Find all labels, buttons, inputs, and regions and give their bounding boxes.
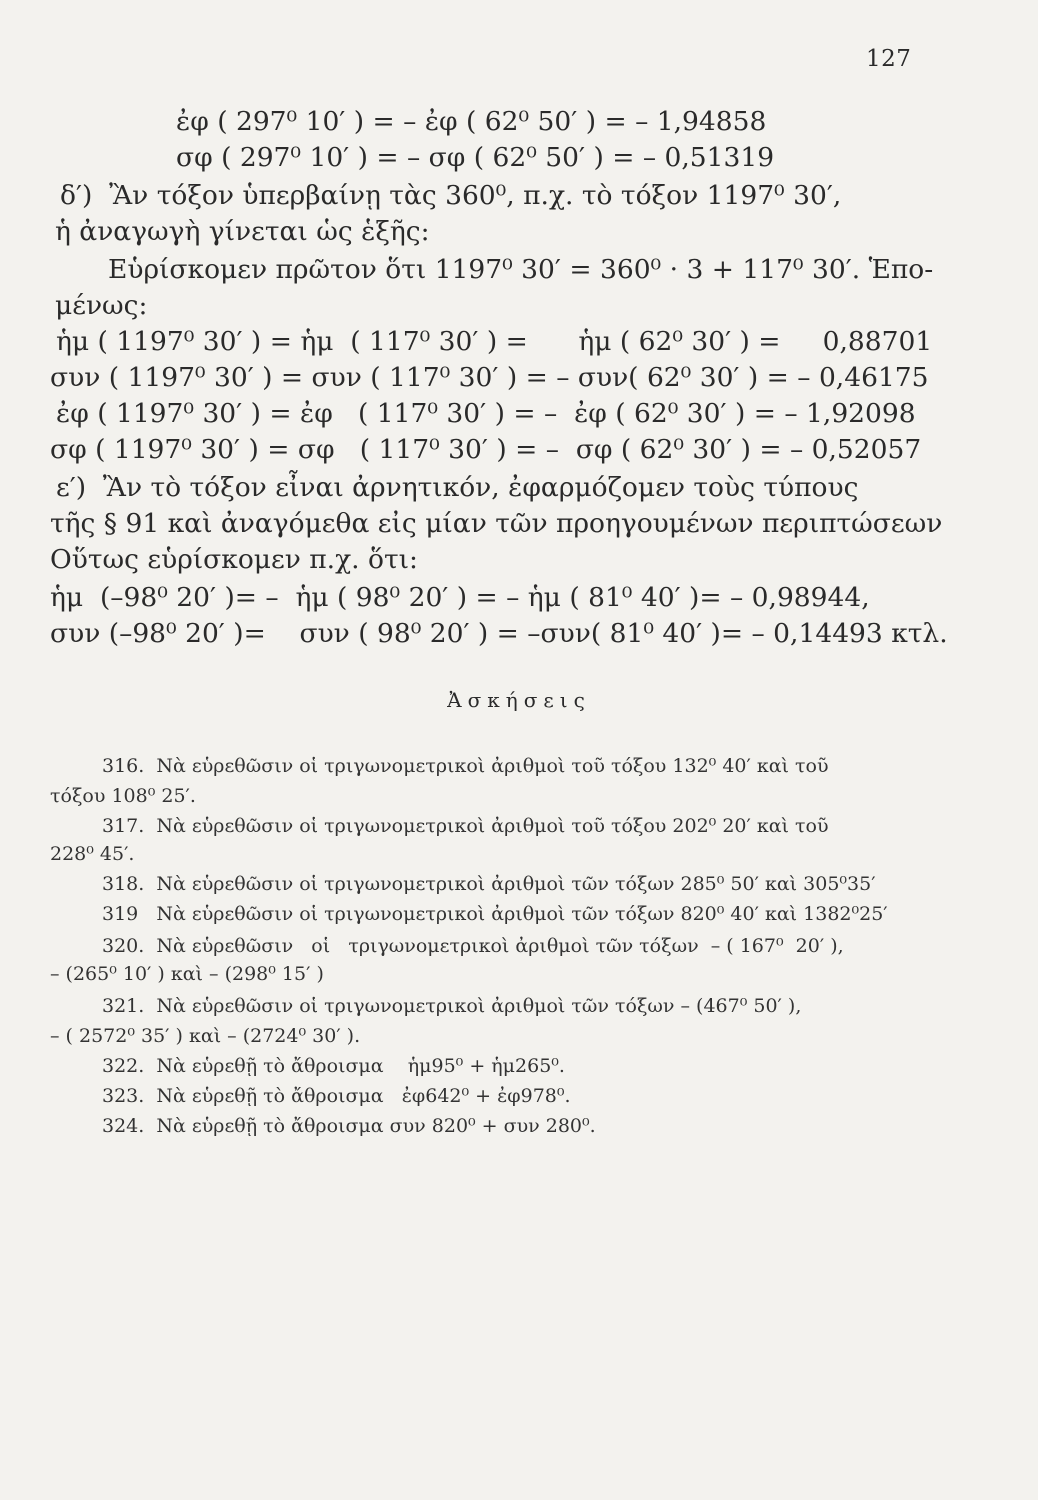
section-heading: Ἀσκήσεις	[447, 688, 591, 712]
exercise-line: 320. Νὰ εὑρεθῶσιν οἱ τριγωνομετρικοὶ ἀριθμοὶ τῶν τόξων – ( 167⁰ 20′ ),	[102, 935, 844, 957]
exercise-line: 228⁰ 45′.	[50, 843, 135, 865]
exercise-line: 323. Νὰ εὑρεθῇ τὸ ἄθροισμα ἐφ642⁰ + ἐφ978⁰.	[102, 1085, 571, 1107]
equation-line: συν ( 1197⁰ 30′ ) = συν ( 117⁰ 30′ ) = – συν( 62⁰ 30′ ) = – 0,46175	[50, 362, 929, 393]
text-line: μένως:	[55, 290, 148, 321]
exercise-line: – ( 2572⁰ 35′ ) καὶ – (2724⁰ 30′ ).	[50, 1025, 361, 1047]
exercise-line: τόξου 108⁰ 25′.	[50, 785, 196, 807]
text-line: δ′) Ἂν τόξον ὑπερβαίνῃ τὰς 360⁰, π.χ. τὸ τόξον 1197⁰ 30′,	[60, 180, 842, 211]
equation-line: ἐφ ( 297⁰ 10′ ) = – ἐφ ( 62⁰ 50′ ) = – 1,94858	[176, 106, 767, 137]
equation-line: ἡμ ( 1197⁰ 30′ ) = ἡμ ( 117⁰ 30′ ) = ἡμ ( 62⁰ 30′ ) = 0,88701	[56, 326, 933, 357]
equation-line: συν (–98⁰ 20′ )= συν ( 98⁰ 20′ ) = –συν( 81⁰ 40′ )= – 0,14493 κτλ.	[50, 618, 948, 649]
text-line: ε′) Ἂν τὸ τόξον εἶναι ἀρνητικόν, ἐφαρμόζομεν τοὺς τύπους	[56, 472, 859, 503]
exercise-line: 321. Νὰ εὑρεθῶσιν οἱ τριγωνομετρικοὶ ἀριθμοὶ τῶν τόξων – (467⁰ 50′ ),	[102, 995, 802, 1017]
page-number: 127	[866, 46, 912, 72]
equation-line: σφ ( 1197⁰ 30′ ) = σφ ( 117⁰ 30′ ) = – σφ ( 62⁰ 30′ ) = – 0,52057	[50, 434, 922, 465]
equation-line: ἐφ ( 1197⁰ 30′ ) = ἐφ ( 117⁰ 30′ ) = – ἐφ ( 62⁰ 30′ ) = – 1,92098	[56, 398, 916, 429]
exercise-line: 316. Νὰ εὑρεθῶσιν οἱ τριγωνομετρικοὶ ἀριθμοὶ τοῦ τόξου 132⁰ 40′ καὶ τοῦ	[102, 755, 829, 777]
exercise-line: – (265⁰ 10′ ) καὶ – (298⁰ 15′ )	[50, 963, 324, 985]
exercise-line: 324. Νὰ εὑρεθῇ τὸ ἄθροισμα συν 820⁰ + συν 280⁰.	[102, 1115, 596, 1137]
exercise-line: 317. Νὰ εὑρεθῶσιν οἱ τριγωνομετρικοὶ ἀριθμοὶ τοῦ τόξου 202⁰ 20′ καὶ τοῦ	[102, 815, 829, 837]
text-line: τῆς § 91 καὶ ἀναγόμεθα εἰς μίαν τῶν προηγουμένων περιπτώσεων	[50, 508, 943, 539]
exercise-line: 319 Νὰ εὑρεθῶσιν οἱ τριγωνομετρικοὶ ἀριθμοὶ τῶν τόξων 820⁰ 40′ καὶ 1382⁰25′	[102, 903, 888, 925]
exercise-line: 318. Νὰ εὑρεθῶσιν οἱ τριγωνομετρικοὶ ἀριθμοὶ τῶν τόξων 285⁰ 50′ καὶ 305⁰35′	[102, 873, 876, 895]
text-line: Εὑρίσκομεν πρῶτον ὅτι 1197⁰ 30′ = 360⁰ · 3 + 117⁰ 30′. Ἑπο-	[108, 254, 934, 285]
equation-line: σφ ( 297⁰ 10′ ) = – σφ ( 62⁰ 50′ ) = – 0,51319	[176, 142, 775, 173]
exercise-line: 322. Νὰ εὑρεθῇ τὸ ἄθροισμα ἡμ95⁰ + ἡμ265⁰.	[102, 1055, 565, 1077]
text-line: ἡ ἀναγωγὴ γίνεται ὡς ἑξῆς:	[55, 216, 430, 247]
text-line: Οὕτως εὑρίσκομεν π.χ. ὅτι:	[50, 544, 418, 575]
equation-line: ἡμ (–98⁰ 20′ )= – ἡμ ( 98⁰ 20′ ) = – ἡμ ( 81⁰ 40′ )= – 0,98944,	[50, 582, 870, 613]
